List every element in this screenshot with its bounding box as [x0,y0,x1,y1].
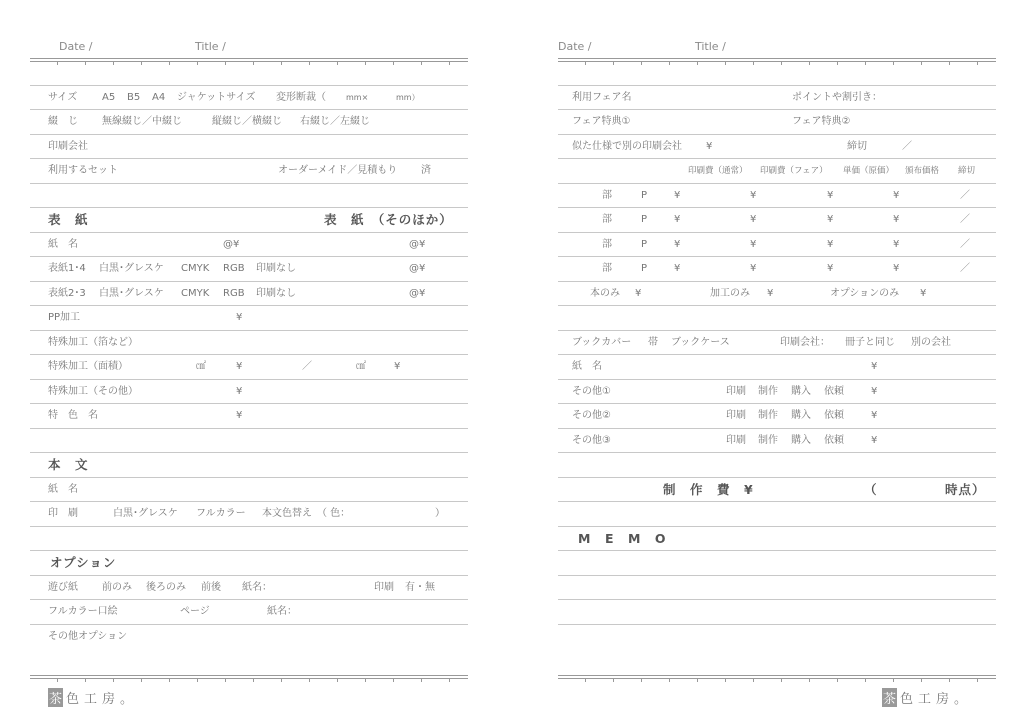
field-label: ¥ [827,189,834,201]
form-row [30,551,468,576]
field-label: （ 色： [317,508,351,519]
field-label: その他① [572,385,611,397]
form-row [558,233,996,258]
field-label: @¥ [409,287,426,299]
field-label: ¥ [635,287,642,299]
field-label: @¥ [223,238,240,250]
title-label: Title / [695,40,726,53]
field-label: 依頼 [824,385,844,397]
field-label: 印刷なし [256,263,296,274]
field-label: 紙名： [267,606,297,617]
field-label: 似た仕様で別の印刷会社 [572,140,682,152]
field-label: ¥ [871,361,878,372]
field-label: フェア特典① [572,116,631,127]
field-label: 本のみ [590,287,620,299]
field-label: ¥ [920,287,927,299]
field-label: オーダーメイド／見積もり [278,165,398,176]
footer-ticks [558,679,996,682]
title-label: Title / [195,40,226,53]
logo-mark: 茶 [48,688,63,707]
field-label: 無線綴じ／中綴じ [102,116,182,127]
field-label: 遊び紙 [48,581,78,593]
blank-row [558,306,996,331]
right-page [558,0,996,725]
field-label: ¥ [394,361,401,372]
field-label: ） [435,508,445,519]
form-row [30,331,468,356]
form-row [30,306,468,331]
form-row [30,159,468,184]
field-label: 印刷費（通常） [688,166,748,176]
field-label: 印 刷 [48,508,78,519]
field-label: フェア特典② [792,116,851,127]
field-label: 紙 名 [572,361,602,372]
blank-row [558,576,996,601]
field-label: 冊子と同じ [845,336,895,348]
field-label: 表紙2･3 [48,287,86,299]
field-label: 済 [421,165,431,176]
field-label: ¥ [767,287,774,299]
field-label: 購入 [791,434,811,446]
field-label: ／ [302,361,312,372]
field-label: ブックカバー [572,336,632,348]
field-label: 帯 [648,336,658,348]
field-label: mm× [346,92,369,102]
section-heading: M E M O [578,530,667,546]
form-row [30,208,468,233]
field-label: ¥ [871,385,878,397]
field-label: 縦綴じ／横綴じ [212,116,282,127]
field-label: フルカラー [196,508,246,519]
form-row [30,600,468,625]
field-label: 部 [602,263,612,274]
field-label: 制作 [758,385,778,397]
field-label: 印刷費（フェア） [760,166,828,176]
field-label: 購入 [791,410,811,421]
form-row [30,404,468,429]
field-label: 本文色替え [262,508,312,519]
field-label: 印刷 [726,410,746,421]
field-label: 前のみ [102,581,132,593]
field-label: ／ [960,263,970,274]
field-label: ¥ [236,385,243,397]
form-row [30,257,468,282]
brand-logo [882,688,972,707]
blank-row [30,184,468,209]
left-page [30,0,468,725]
field-label: RGB [223,287,245,299]
field-label: 印刷なし [256,287,296,299]
field-label: P [641,263,648,274]
section-heading: オプション [50,555,117,570]
form-row [558,159,996,184]
field-label: ㎠ [196,361,206,372]
field-label: 紙名： [242,581,272,593]
field-label: ¥ [750,238,757,250]
field-label: 白黒･グレスケ [99,287,164,299]
field-label: 白黒･グレスケ [113,508,178,519]
field-label: その他③ [572,434,611,446]
form-row [558,527,996,552]
field-label: @¥ [409,238,426,250]
field-label: 制作 [758,434,778,446]
field-label: 利用フェア名 [572,91,632,103]
field-label: 頒布価格 [905,166,940,176]
form-row [30,625,468,650]
field-label: ¥ [893,214,900,225]
field-label: mm） [396,92,420,102]
field-label: 特殊加工（その他） [48,385,138,397]
field-label: ¥ [750,189,757,201]
field-label: ¥ [750,214,757,225]
field-label: ¥ [871,434,878,446]
logo-mark: 茶 [882,688,897,707]
logo-text: 色工房。 [66,692,139,707]
blank-row [558,502,996,527]
field-label: ¥ [236,361,243,372]
form-row [30,453,468,478]
blank-row [558,61,996,86]
brand-logo [48,688,138,707]
form-row [558,208,996,233]
field-label: その他② [572,410,611,421]
field-label: A5 [102,91,116,103]
footer-ticks [30,679,468,682]
field-label: ジャケットサイズ [177,91,256,103]
form-row [558,110,996,135]
field-label: 紙 名 [48,483,78,495]
form-row [558,380,996,405]
field-label: サイズ [48,91,78,103]
form-row [30,233,468,258]
field-label: ¥ [706,140,713,152]
field-label: ¥ [674,238,681,250]
field-label: ¥ [674,189,681,201]
blank-row [558,625,996,650]
field-label: 前後 [201,581,221,593]
field-label: 印刷会社 [48,140,88,152]
form-row [558,331,996,356]
field-label: 変形断裁（ [276,91,326,103]
field-label: 紙 名 [48,238,78,250]
form-row [558,86,996,111]
field-label: 印刷 [374,581,394,593]
section-heading: （ [864,481,878,497]
blank-row [30,429,468,454]
field-label: ¥ [893,189,900,201]
field-label: CMYK [181,287,210,299]
form-row [30,282,468,307]
form-row [30,380,468,405]
section-heading: 時点） [945,481,986,497]
blank-row [30,61,468,86]
field-label: ¥ [827,238,834,250]
form-row [558,135,996,160]
field-label: B5 [127,91,141,103]
field-label: 印刷 [726,385,746,397]
field-label: A4 [152,91,166,103]
logo-text: 色工房。 [900,692,973,707]
form-row [30,110,468,135]
field-label: ¥ [674,214,681,225]
section-heading: 表 紙 （そのほか） [324,212,453,227]
field-label: ¥ [827,263,834,274]
field-label: 印刷会社： [780,336,830,348]
field-label: ¥ [893,263,900,274]
field-label: 単価（原価） [843,166,895,176]
field-label: 依頼 [824,434,844,446]
field-label: 締切 [847,140,867,152]
field-label: ¥ [236,312,243,323]
blank-row [558,551,996,576]
form-row [30,86,468,111]
field-label: PP加工 [48,312,81,323]
form-row [558,355,996,380]
blank-row [558,453,996,478]
form-row [30,502,468,527]
form-row [30,576,468,601]
field-label: ／ [960,189,970,201]
form-row [30,135,468,160]
field-label: 依頼 [824,410,844,421]
field-label: P [641,189,648,201]
field-label: ¥ [871,410,878,421]
field-label: 白黒･グレスケ [99,263,164,274]
form-row [30,478,468,503]
field-label: ¥ [750,263,757,274]
field-label: CMYK [181,263,210,274]
field-label: RGB [223,263,245,274]
section-heading: 制 作 費 ¥ [663,481,754,497]
field-label: ページ [180,606,210,617]
field-label: ¥ [674,263,681,274]
field-label: 別の会社 [911,336,951,348]
field-label: 後ろのみ [146,581,186,593]
field-label: 有・無 [405,581,435,593]
field-label: 部 [602,189,612,201]
section-heading: 本 文 [48,457,89,472]
field-label: 綴 じ [48,116,78,127]
blank-row [558,600,996,625]
field-label: 特殊加工（箔など） [48,336,138,348]
field-label: フルカラー口絵 [48,606,118,617]
field-label: ¥ [893,238,900,250]
field-label: 制作 [758,410,778,421]
form-row [30,355,468,380]
date-label: Date / [558,40,592,53]
date-label: Date / [59,40,93,53]
field-label: P [641,238,648,250]
field-label: 特 色 名 [48,410,98,421]
field-label: その他オプション [48,630,128,642]
form-row [558,429,996,454]
form-row [558,184,996,209]
form-row [558,478,996,503]
field-label: P [641,214,648,225]
field-label: 部 [602,214,612,225]
field-label: 右綴じ／左綴じ [300,116,370,127]
field-label: ／ [960,214,970,225]
form-row [558,282,996,307]
field-label: ブックケース [671,336,730,348]
field-label: 締切 [958,166,976,176]
field-label: オプションのみ [830,287,900,299]
field-label: ㎠ [356,361,366,372]
field-label: 表紙1･4 [48,263,86,274]
field-label: 利用するセット [48,165,118,176]
field-label: ポイントや割引き： [792,91,882,103]
field-label: 部 [602,238,612,250]
field-label: @¥ [409,263,426,274]
field-label: 印刷 [726,434,746,446]
form-row [558,404,996,429]
form-row [558,257,996,282]
field-label: ／ [960,238,970,250]
field-label: 購入 [791,385,811,397]
field-label: ／ [902,140,912,152]
field-label: ¥ [236,410,243,421]
blank-row [30,527,468,552]
field-label: 特殊加工（面積） [48,361,128,372]
field-label: 加工のみ [710,287,750,299]
section-heading: 表 紙 [48,212,89,227]
field-label: ¥ [827,214,834,225]
